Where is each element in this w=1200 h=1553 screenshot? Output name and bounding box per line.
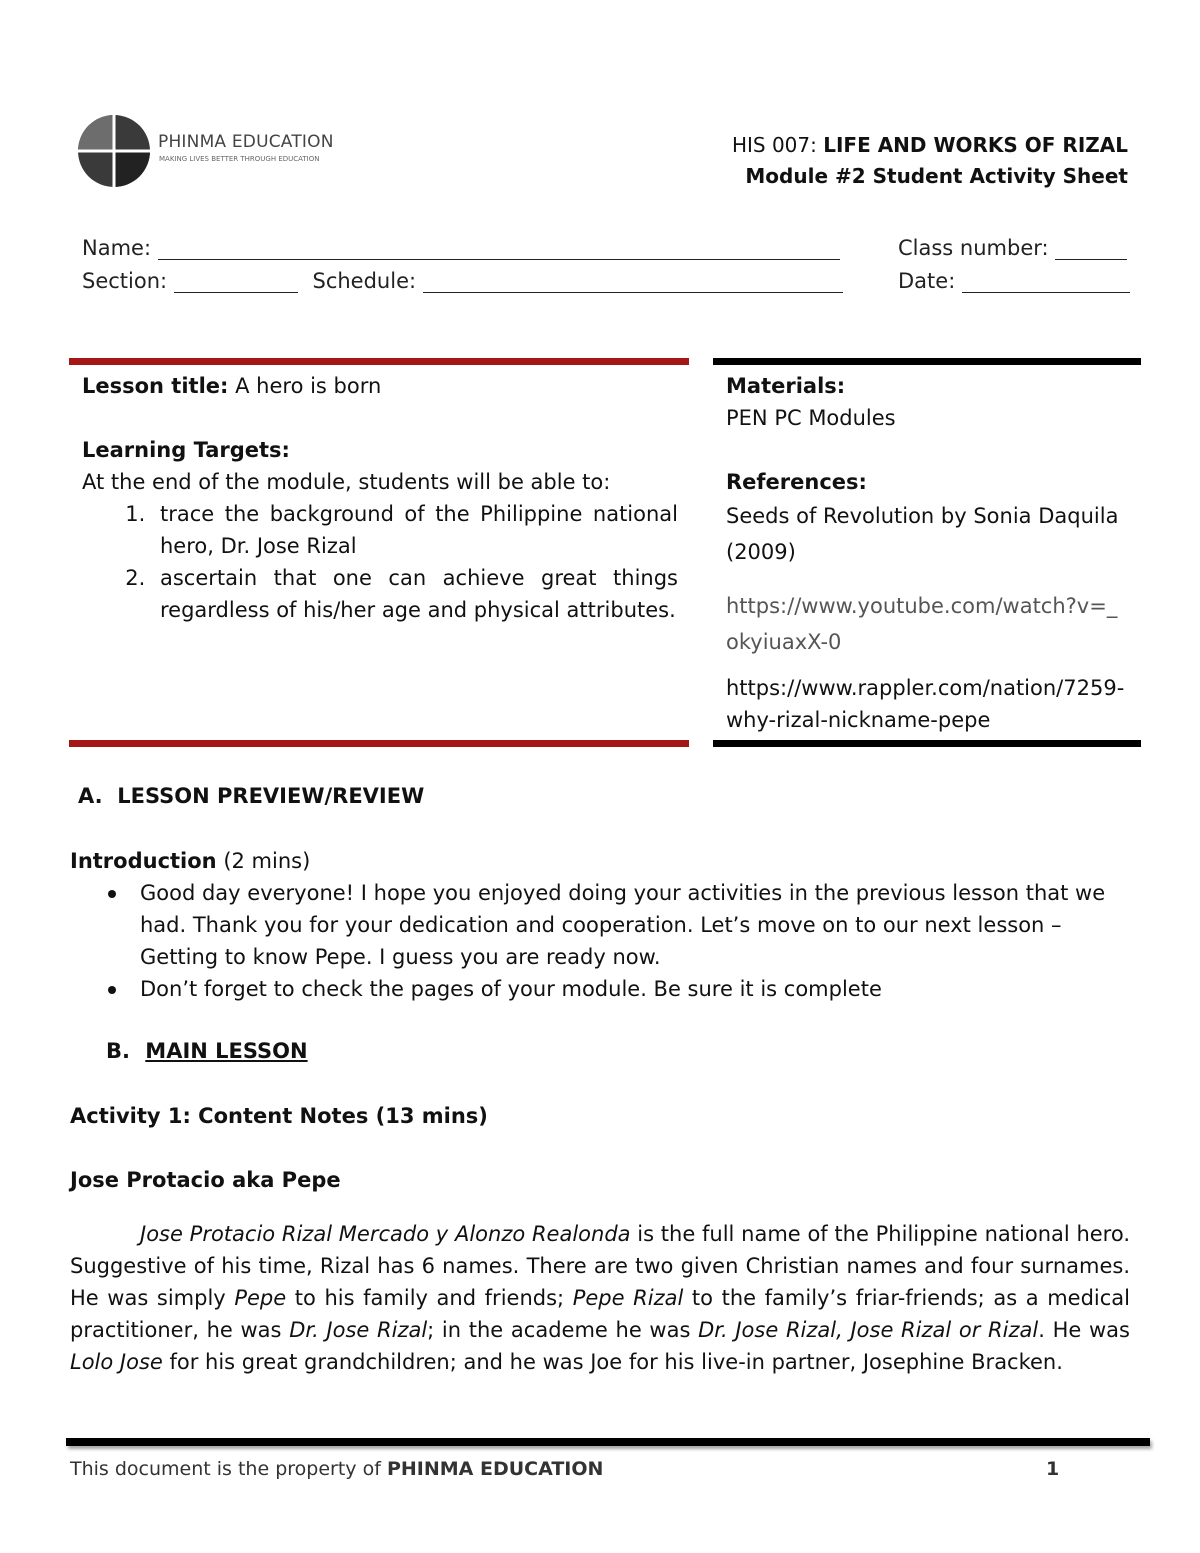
bullet-icon — [108, 986, 116, 994]
full-name: Jose Protacio Rizal Mercado y Alonzo Realonda — [140, 1222, 631, 1246]
target-item: 2. ascertain that one can achieve great things regardless of his/her age and physical attributes. — [152, 562, 678, 626]
course-header — [732, 130, 1128, 192]
schedule-label: Schedule: — [312, 269, 417, 293]
list-item: Don’t forget to check the pages of your module. Be sure it is complete — [140, 973, 1130, 1005]
nickname-pepe: Pepe — [234, 1286, 287, 1310]
materials-box — [726, 370, 1126, 736]
subheading: Jose Protacio aka Pepe — [70, 1168, 341, 1192]
nickname-pepe-rizal: Pepe Rizal — [572, 1286, 684, 1310]
nickname-lolo-jose: Lolo Jose — [70, 1350, 163, 1374]
footer-text: This document is the property of — [70, 1458, 387, 1480]
date-label: Date: — [898, 269, 956, 293]
list-item: Good day everyone! I hope you enjoyed doing your activities in the previous lesson that we had. Thank you for your dedication and cooperation. Let’s move on to our next lesson – Getting to know Pepe. I guess you are ready now. — [140, 877, 1130, 973]
phinma-globe-icon — [74, 112, 156, 190]
references-heading: References: — [726, 470, 867, 494]
lesson-title: A hero is born — [235, 374, 382, 398]
section-label: Section: — [82, 269, 168, 293]
footer-rule — [66, 1438, 1150, 1446]
module-title: Module #2 Student Activity Sheet — [745, 164, 1128, 188]
phinma-logo — [74, 112, 334, 190]
materials-box-top-rule — [713, 358, 1141, 365]
introduction-label: Introduction — [70, 849, 217, 873]
section-b-letter: B. — [106, 1039, 130, 1063]
course-title: LIFE AND WORKS OF RIZAL — [823, 133, 1128, 157]
targets-intro: At the end of the module, students will be able to: — [82, 470, 611, 494]
footer — [70, 1458, 1070, 1480]
reference-book: Seeds of Revolution by Sonia Daquila (2009) — [726, 504, 1119, 564]
name-dr-rizal: Dr. Jose Rizal — [289, 1318, 428, 1342]
lesson-title-label: Lesson title: — [82, 374, 229, 398]
academe-names: Dr. Jose Rizal, Jose Rizal or Rizal — [698, 1318, 1039, 1342]
logo-tagline: MAKING LIVES BETTER THROUGH EDUCATION — [159, 155, 320, 163]
materials-box-bottom-rule — [713, 740, 1141, 747]
section-b-heading — [106, 1039, 308, 1063]
name-field[interactable] — [158, 239, 840, 260]
youtube-link[interactable]: https://www.youtube.com/watch?v=_okyiuaxX-0 — [726, 594, 1118, 654]
logo-name: PHINMA EDUCATION — [158, 132, 334, 152]
section-field[interactable] — [174, 272, 298, 293]
lesson-box — [82, 370, 678, 626]
name-label: Name: — [82, 236, 152, 260]
student-fields — [82, 236, 1142, 306]
learning-targets-list — [82, 498, 678, 626]
lesson-box-bottom-rule — [69, 740, 689, 747]
materials-text: PEN PC Modules — [726, 406, 896, 430]
course-code: HIS 007: — [731, 133, 817, 157]
learning-targets-heading: Learning Targets: — [82, 438, 290, 462]
introduction-time: (2 mins) — [223, 849, 311, 873]
class-number-field[interactable] — [1055, 239, 1127, 260]
section-a-heading: A. LESSON PREVIEW/REVIEW — [78, 784, 425, 808]
introduction-bullets — [70, 877, 1130, 1005]
bullet-icon — [108, 890, 116, 898]
activity-title: Activity 1: Content Notes (13 mins) — [70, 1104, 488, 1128]
materials-heading: Materials: — [726, 374, 846, 398]
footer-owner: PHINMA EDUCATION — [386, 1458, 604, 1480]
class-number-label: Class number: — [898, 236, 1049, 260]
page-number: 1 — [1046, 1458, 1060, 1480]
schedule-field[interactable] — [423, 272, 843, 293]
target-item: 1. trace the background of the Philippine national hero, Dr. Jose Rizal — [152, 498, 678, 562]
content-paragraph: Jose Protacio Rizal Mercado y Alonzo Realonda is the full name of the Philippine national hero. Suggestive of his time, Rizal has 6 names. There are two given Christian names and four surnames. He was simply Pepe to his family and friends; Pepe Rizal to the family’s friar-friends; as a medical practitioner, he was Dr. Jose Rizal; in the academe he was Dr. Jose Rizal, Jose Rizal or Rizal. He was Lolo Jose for his great grandchildren; and he was Joe for his live-in partner, Josephine Bracken. — [70, 1222, 1131, 1374]
rappler-link[interactable]: https://www.rappler.com/nation/7259-why-rizal-nickname-pepe — [726, 676, 1125, 732]
introduction-block — [70, 845, 1130, 1005]
lesson-box-top-rule — [69, 358, 689, 365]
date-field[interactable] — [962, 272, 1130, 293]
section-b-title: MAIN LESSON — [145, 1039, 308, 1063]
